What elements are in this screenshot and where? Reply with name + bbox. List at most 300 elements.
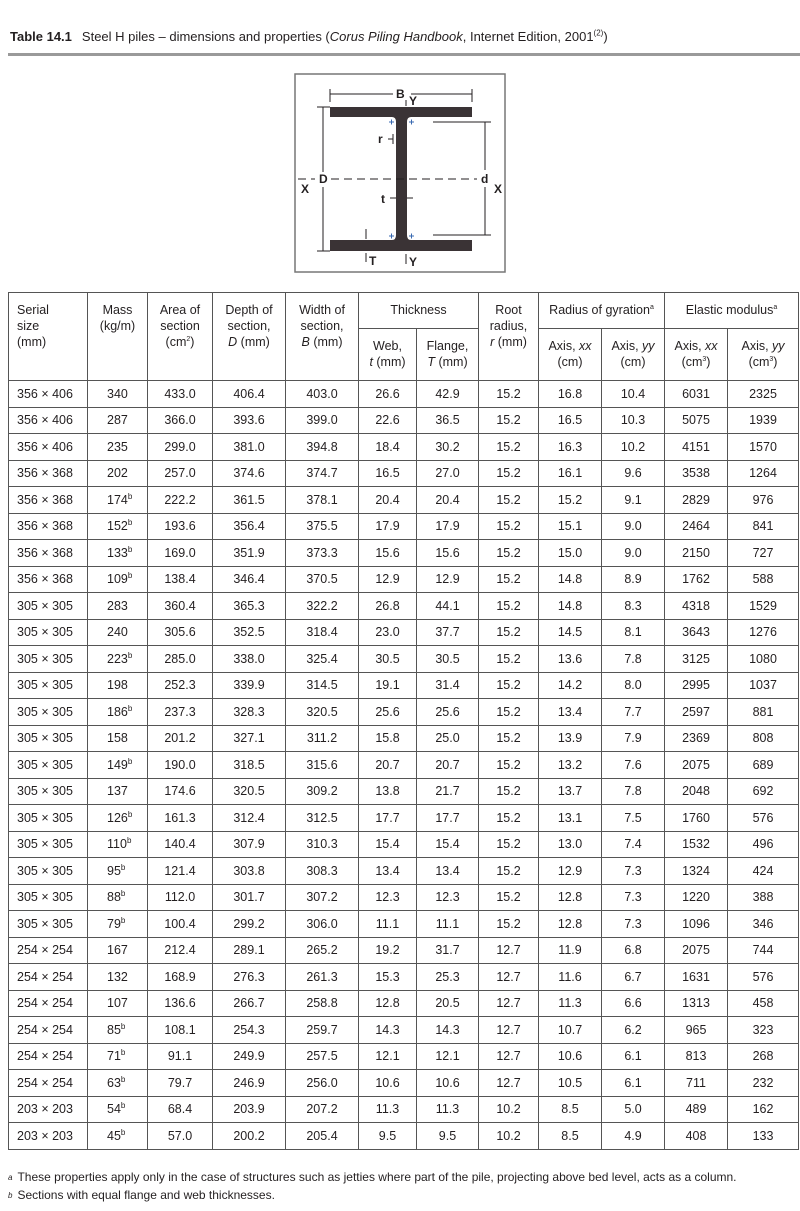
cell-modulus-xx: 1313 xyxy=(665,990,728,1017)
table-row xyxy=(9,778,799,805)
cell-root-radius: 15.2 xyxy=(479,407,539,434)
cell-root-radius: 15.2 xyxy=(479,487,539,514)
cell-gyration-yy: 9.0 xyxy=(602,513,665,540)
cell-root-radius: 15.2 xyxy=(479,805,539,832)
cell-area: 91.1 xyxy=(148,1043,213,1070)
cell-mass: 71$^b$ xyxy=(88,1043,148,1070)
header-width: Width of section, B (mm) xyxy=(286,293,359,381)
cell-modulus-xx: 813 xyxy=(665,1043,728,1070)
cell-web-thickness: 17.9 xyxy=(359,513,417,540)
cell-area: 252.3 xyxy=(148,672,213,699)
cell-root-radius: 10.2 xyxy=(479,1123,539,1150)
table-row xyxy=(9,381,799,408)
cell-width: 265.2 xyxy=(286,937,359,964)
steel-h-piles-table xyxy=(8,292,799,1150)
cell-modulus-yy: 388 xyxy=(728,884,799,911)
cell-modulus-yy: 689 xyxy=(728,752,799,779)
cell-area: 366.0 xyxy=(148,407,213,434)
footnote-ref: b xyxy=(127,703,133,713)
cell-web-thickness: 15.4 xyxy=(359,831,417,858)
cell-width: 320.5 xyxy=(286,699,359,726)
cell-gyration-xx: 11.9 xyxy=(539,937,602,964)
cell-mass: 110$^b$ xyxy=(88,831,148,858)
cell-gyration-xx: 14.5 xyxy=(539,619,602,646)
cell-modulus-xx: 3643 xyxy=(665,619,728,646)
cell-modulus-yy: 323 xyxy=(728,1017,799,1044)
label-Y-bottom: Y xyxy=(409,255,418,269)
cell-root-radius: 15.2 xyxy=(479,460,539,487)
cell-web-thickness: 14.3 xyxy=(359,1017,417,1044)
cell-root-radius: 12.7 xyxy=(479,1017,539,1044)
cell-gyration-yy: 7.4 xyxy=(602,831,665,858)
cell-serial-size: 305 × 305 xyxy=(9,884,88,911)
cell-modulus-xx: 2075 xyxy=(665,937,728,964)
cell-area: 136.6 xyxy=(148,990,213,1017)
cell-depth: 361.5 xyxy=(213,487,286,514)
cell-root-radius: 15.2 xyxy=(479,752,539,779)
cell-web-thickness: 12.9 xyxy=(359,566,417,593)
cell-root-radius: 12.7 xyxy=(479,937,539,964)
cell-flange-thickness: 15.6 xyxy=(417,540,479,567)
cell-gyration-xx: 12.9 xyxy=(539,858,602,885)
cell-depth: 299.2 xyxy=(213,911,286,938)
cell-area: 57.0 xyxy=(148,1123,213,1150)
cell-depth: 320.5 xyxy=(213,778,286,805)
cell-web-thickness: 11.1 xyxy=(359,911,417,938)
cell-area: 174.6 xyxy=(148,778,213,805)
cell-root-radius: 15.2 xyxy=(479,381,539,408)
label-r: r xyxy=(378,132,383,146)
cell-gyration-yy: 9.0 xyxy=(602,540,665,567)
cell-flange-thickness: 36.5 xyxy=(417,407,479,434)
cell-gyration-xx: 14.8 xyxy=(539,593,602,620)
cell-root-radius: 15.2 xyxy=(479,831,539,858)
cell-flange-thickness: 11.1 xyxy=(417,911,479,938)
cell-gyration-xx: 15.1 xyxy=(539,513,602,540)
cell-depth: 352.5 xyxy=(213,619,286,646)
table-row xyxy=(9,487,799,514)
cell-flange-thickness: 17.9 xyxy=(417,513,479,540)
cell-area: 237.3 xyxy=(148,699,213,726)
cell-flange-thickness: 13.4 xyxy=(417,858,479,885)
cell-depth: 381.0 xyxy=(213,434,286,461)
cell-mass: 137 xyxy=(88,778,148,805)
cell-gyration-xx: 13.7 xyxy=(539,778,602,805)
cell-width: 306.0 xyxy=(286,911,359,938)
cell-serial-size: 305 × 305 xyxy=(9,725,88,752)
cell-web-thickness: 26.6 xyxy=(359,381,417,408)
footnote-ref: b xyxy=(127,544,133,554)
cell-area: 138.4 xyxy=(148,566,213,593)
cell-gyration-yy: 6.2 xyxy=(602,1017,665,1044)
cell-depth: 328.3 xyxy=(213,699,286,726)
cell-web-thickness: 20.4 xyxy=(359,487,417,514)
cell-width: 318.4 xyxy=(286,619,359,646)
table-row xyxy=(9,619,799,646)
cell-width: 261.3 xyxy=(286,964,359,991)
cell-modulus-xx: 2150 xyxy=(665,540,728,567)
cell-root-radius: 15.2 xyxy=(479,619,539,646)
cell-mass: 85$^b$ xyxy=(88,1017,148,1044)
cell-modulus-xx: 1324 xyxy=(665,858,728,885)
footnote-a: $^a$ These properties apply only in the case of structures such as jetties where part of the pile, projecting above bed level, acts as a column. xyxy=(8,1170,737,1184)
footnote-ref: b xyxy=(126,836,132,846)
table-row xyxy=(9,1043,799,1070)
cell-width: 257.5 xyxy=(286,1043,359,1070)
footnote-ref: b xyxy=(120,1127,126,1137)
cell-serial-size: 305 × 305 xyxy=(9,778,88,805)
cell-flange-thickness: 30.2 xyxy=(417,434,479,461)
table-row xyxy=(9,1017,799,1044)
cell-web-thickness: 15.3 xyxy=(359,964,417,991)
label-d: d xyxy=(481,172,489,186)
footnote-ref: b xyxy=(127,491,133,501)
cell-flange-thickness: 10.6 xyxy=(417,1070,479,1097)
cell-depth: 327.1 xyxy=(213,725,286,752)
cell-area: 257.0 xyxy=(148,460,213,487)
label-Y-top: Y xyxy=(409,94,418,108)
cell-modulus-yy: 692 xyxy=(728,778,799,805)
cell-area: 112.0 xyxy=(148,884,213,911)
cell-modulus-yy: 744 xyxy=(728,937,799,964)
cell-gyration-yy: 4.9 xyxy=(602,1123,665,1150)
cell-gyration-yy: 6.8 xyxy=(602,937,665,964)
cell-serial-size: 305 × 305 xyxy=(9,699,88,726)
cell-web-thickness: 12.3 xyxy=(359,884,417,911)
cell-root-radius: 12.7 xyxy=(479,1070,539,1097)
cell-flange-thickness: 20.7 xyxy=(417,752,479,779)
cell-modulus-xx: 5075 xyxy=(665,407,728,434)
footnote-b: $^b$ Sections with equal flange and web thicknesses. xyxy=(8,1188,275,1202)
cell-width: 394.8 xyxy=(286,434,359,461)
cell-gyration-xx: 14.2 xyxy=(539,672,602,699)
cell-gyration-xx: 15.0 xyxy=(539,540,602,567)
cell-mass: 126$^b$ xyxy=(88,805,148,832)
cell-root-radius: 12.7 xyxy=(479,990,539,1017)
caption-reference: (2) xyxy=(593,28,604,38)
cell-serial-size: 305 × 305 xyxy=(9,858,88,885)
cell-flange-thickness: 37.7 xyxy=(417,619,479,646)
cell-depth: 246.9 xyxy=(213,1070,286,1097)
cell-gyration-yy: 9.6 xyxy=(602,460,665,487)
cell-area: 161.3 xyxy=(148,805,213,832)
cell-modulus-yy: 576 xyxy=(728,964,799,991)
cell-serial-size: 305 × 305 xyxy=(9,593,88,620)
cell-depth: 307.9 xyxy=(213,831,286,858)
table-row xyxy=(9,1070,799,1097)
cell-modulus-xx: 1631 xyxy=(665,964,728,991)
footnote-ref: b xyxy=(120,1048,126,1058)
cell-area: 168.9 xyxy=(148,964,213,991)
h-pile-section-diagram xyxy=(293,72,507,274)
cell-width: 322.2 xyxy=(286,593,359,620)
cell-gyration-yy: 10.3 xyxy=(602,407,665,434)
cell-flange-thickness: 9.5 xyxy=(417,1123,479,1150)
cell-web-thickness: 19.2 xyxy=(359,937,417,964)
label-X-right: X xyxy=(494,182,503,196)
header-serial-size: Serial size (mm) xyxy=(9,293,88,381)
header-mass: Mass (kg/m) xyxy=(88,293,148,381)
cell-root-radius: 15.2 xyxy=(479,513,539,540)
cell-depth: 203.9 xyxy=(213,1096,286,1123)
cell-modulus-yy: 1570 xyxy=(728,434,799,461)
cell-root-radius: 15.2 xyxy=(479,725,539,752)
cell-modulus-xx: 1220 xyxy=(665,884,728,911)
cell-mass: 340 xyxy=(88,381,148,408)
cell-modulus-yy: 458 xyxy=(728,990,799,1017)
footnote-ref: b xyxy=(120,862,126,872)
header-modulus-yy: Axis, yy $(cm^3)$ xyxy=(728,329,799,381)
cell-serial-size: 305 × 305 xyxy=(9,752,88,779)
table-row xyxy=(9,513,799,540)
cell-depth: 406.4 xyxy=(213,381,286,408)
footnote-ref: b xyxy=(127,518,133,528)
cell-width: 259.7 xyxy=(286,1017,359,1044)
cell-gyration-xx: 16.3 xyxy=(539,434,602,461)
cell-mass: 283 xyxy=(88,593,148,620)
cell-area: 79.7 xyxy=(148,1070,213,1097)
cell-web-thickness: 15.8 xyxy=(359,725,417,752)
cell-modulus-yy: 1080 xyxy=(728,646,799,673)
cell-area: 190.0 xyxy=(148,752,213,779)
label-D: D xyxy=(319,172,328,186)
cell-serial-size: 254 × 254 xyxy=(9,1017,88,1044)
cell-modulus-xx: 2597 xyxy=(665,699,728,726)
cell-modulus-xx: 2464 xyxy=(665,513,728,540)
table-row xyxy=(9,990,799,1017)
cell-width: 378.1 xyxy=(286,487,359,514)
cell-gyration-xx: 13.6 xyxy=(539,646,602,673)
header-root-radius: Root radius, r (mm) xyxy=(479,293,539,381)
cell-width: 308.3 xyxy=(286,858,359,885)
cell-mass: 45$^b$ xyxy=(88,1123,148,1150)
cell-depth: 303.8 xyxy=(213,858,286,885)
cell-gyration-xx: 12.8 xyxy=(539,884,602,911)
cell-web-thickness: 11.3 xyxy=(359,1096,417,1123)
cell-mass: 79$^b$ xyxy=(88,911,148,938)
footnote-ref: b xyxy=(120,889,126,899)
cell-area: 100.4 xyxy=(148,911,213,938)
table-body xyxy=(9,381,799,1150)
cell-width: 375.5 xyxy=(286,513,359,540)
cell-root-radius: 10.2 xyxy=(479,1096,539,1123)
cell-area: 222.2 xyxy=(148,487,213,514)
cell-gyration-yy: 7.8 xyxy=(602,778,665,805)
cell-depth: 339.9 xyxy=(213,672,286,699)
cell-width: 310.3 xyxy=(286,831,359,858)
cell-web-thickness: 22.6 xyxy=(359,407,417,434)
cell-serial-size: 254 × 254 xyxy=(9,1070,88,1097)
cell-serial-size: 203 × 203 xyxy=(9,1096,88,1123)
cell-web-thickness: 10.6 xyxy=(359,1070,417,1097)
cell-modulus-yy: 588 xyxy=(728,566,799,593)
cell-width: 258.8 xyxy=(286,990,359,1017)
cell-root-radius: 15.2 xyxy=(479,646,539,673)
cell-gyration-xx: 13.1 xyxy=(539,805,602,832)
cell-mass: 240 xyxy=(88,619,148,646)
cell-modulus-yy: 232 xyxy=(728,1070,799,1097)
cell-gyration-yy: 6.7 xyxy=(602,964,665,991)
cell-area: 193.6 xyxy=(148,513,213,540)
cell-depth: 254.3 xyxy=(213,1017,286,1044)
header-area: Area of section $(cm^2)$ xyxy=(148,293,213,381)
cell-modulus-xx: 1532 xyxy=(665,831,728,858)
cell-width: 205.4 xyxy=(286,1123,359,1150)
caption-close: ) xyxy=(603,29,608,44)
table-row xyxy=(9,1096,799,1123)
cell-depth: 365.3 xyxy=(213,593,286,620)
cell-modulus-yy: 346 xyxy=(728,911,799,938)
cell-area: 169.0 xyxy=(148,540,213,567)
cell-serial-size: 254 × 254 xyxy=(9,1043,88,1070)
cell-modulus-xx: 6031 xyxy=(665,381,728,408)
cell-modulus-xx: 4151 xyxy=(665,434,728,461)
cell-mass: 149$^b$ xyxy=(88,752,148,779)
cell-gyration-yy: 9.1 xyxy=(602,487,665,514)
cell-web-thickness: 25.6 xyxy=(359,699,417,726)
cell-flange-thickness: 44.1 xyxy=(417,593,479,620)
header-gyration-yy: Axis, yy (cm) xyxy=(602,329,665,381)
cell-gyration-yy: 6.6 xyxy=(602,990,665,1017)
cell-serial-size: 356 × 368 xyxy=(9,460,88,487)
cell-mass: 152$^b$ xyxy=(88,513,148,540)
table-row xyxy=(9,858,799,885)
cell-gyration-yy: 7.9 xyxy=(602,725,665,752)
table-row xyxy=(9,911,799,938)
cell-serial-size: 356 × 406 xyxy=(9,434,88,461)
cell-serial-size: 254 × 254 xyxy=(9,964,88,991)
cell-serial-size: 356 × 406 xyxy=(9,407,88,434)
header-radius-of-gyration: Radius of gyration$^a$ xyxy=(539,293,665,329)
cell-gyration-xx: 10.6 xyxy=(539,1043,602,1070)
cell-gyration-yy: 8.1 xyxy=(602,619,665,646)
cell-modulus-yy: 1529 xyxy=(728,593,799,620)
table-row xyxy=(9,1123,799,1150)
cell-width: 207.2 xyxy=(286,1096,359,1123)
cell-modulus-yy: 2325 xyxy=(728,381,799,408)
cell-width: 311.2 xyxy=(286,725,359,752)
cell-web-thickness: 30.5 xyxy=(359,646,417,673)
footnote-ref: b xyxy=(127,809,133,819)
cell-flange-thickness: 25.3 xyxy=(417,964,479,991)
table-row xyxy=(9,752,799,779)
cell-depth: 374.6 xyxy=(213,460,286,487)
cell-flange-thickness: 14.3 xyxy=(417,1017,479,1044)
cell-width: 325.4 xyxy=(286,646,359,673)
table-number: Table 14.1 xyxy=(10,29,72,44)
cell-area: 299.0 xyxy=(148,434,213,461)
cell-serial-size: 305 × 305 xyxy=(9,619,88,646)
cell-flange-thickness: 30.5 xyxy=(417,646,479,673)
cell-modulus-yy: 162 xyxy=(728,1096,799,1123)
table-row xyxy=(9,460,799,487)
cell-mass: 88$^b$ xyxy=(88,884,148,911)
cell-serial-size: 356 × 368 xyxy=(9,566,88,593)
cell-modulus-yy: 496 xyxy=(728,831,799,858)
cell-root-radius: 15.2 xyxy=(479,778,539,805)
table-row xyxy=(9,725,799,752)
cell-flange-thickness: 21.7 xyxy=(417,778,479,805)
cell-area: 212.4 xyxy=(148,937,213,964)
cell-modulus-yy: 576 xyxy=(728,805,799,832)
cell-gyration-yy: 7.5 xyxy=(602,805,665,832)
cell-root-radius: 15.2 xyxy=(479,911,539,938)
table-row xyxy=(9,805,799,832)
table-row xyxy=(9,593,799,620)
cell-modulus-xx: 1096 xyxy=(665,911,728,938)
cell-web-thickness: 23.0 xyxy=(359,619,417,646)
cell-gyration-xx: 15.2 xyxy=(539,487,602,514)
cell-flange-thickness: 25.6 xyxy=(417,699,479,726)
cell-web-thickness: 16.5 xyxy=(359,460,417,487)
cell-root-radius: 15.2 xyxy=(479,884,539,911)
footnote-ref: b xyxy=(120,1101,126,1111)
cell-modulus-yy: 1939 xyxy=(728,407,799,434)
cell-area: 433.0 xyxy=(148,381,213,408)
cell-gyration-yy: 8.0 xyxy=(602,672,665,699)
cell-modulus-xx: 3538 xyxy=(665,460,728,487)
cell-mass: 174$^b$ xyxy=(88,487,148,514)
cell-area: 68.4 xyxy=(148,1096,213,1123)
cell-modulus-xx: 1760 xyxy=(665,805,728,832)
cell-gyration-xx: 13.9 xyxy=(539,725,602,752)
header-flange: Flange, T (mm) xyxy=(417,329,479,381)
cell-mass: 133$^b$ xyxy=(88,540,148,567)
table-row xyxy=(9,672,799,699)
caption-rule xyxy=(8,53,800,56)
cell-gyration-xx: 13.4 xyxy=(539,699,602,726)
cell-area: 305.6 xyxy=(148,619,213,646)
cell-mass: 54$^b$ xyxy=(88,1096,148,1123)
cell-root-radius: 15.2 xyxy=(479,566,539,593)
cell-depth: 200.2 xyxy=(213,1123,286,1150)
cell-mass: 109$^b$ xyxy=(88,566,148,593)
cell-width: 315.6 xyxy=(286,752,359,779)
cell-area: 108.1 xyxy=(148,1017,213,1044)
cell-modulus-yy: 1276 xyxy=(728,619,799,646)
table-row xyxy=(9,937,799,964)
cell-width: 307.2 xyxy=(286,884,359,911)
cell-serial-size: 305 × 305 xyxy=(9,911,88,938)
cell-width: 370.5 xyxy=(286,566,359,593)
cell-gyration-xx: 11.6 xyxy=(539,964,602,991)
cell-root-radius: 12.7 xyxy=(479,964,539,991)
cell-mass: 107 xyxy=(88,990,148,1017)
cell-gyration-yy: 10.4 xyxy=(602,381,665,408)
cell-gyration-yy: 7.3 xyxy=(602,911,665,938)
cell-gyration-xx: 10.5 xyxy=(539,1070,602,1097)
table-row xyxy=(9,884,799,911)
cell-gyration-xx: 14.8 xyxy=(539,566,602,593)
cell-web-thickness: 13.8 xyxy=(359,778,417,805)
cell-gyration-xx: 16.5 xyxy=(539,407,602,434)
cell-root-radius: 15.2 xyxy=(479,434,539,461)
cell-gyration-xx: 8.5 xyxy=(539,1123,602,1150)
cell-area: 360.4 xyxy=(148,593,213,620)
cell-web-thickness: 17.7 xyxy=(359,805,417,832)
cell-depth: 393.6 xyxy=(213,407,286,434)
cell-modulus-xx: 408 xyxy=(665,1123,728,1150)
cell-web-thickness: 12.8 xyxy=(359,990,417,1017)
table-row xyxy=(9,407,799,434)
label-T: T xyxy=(369,254,377,268)
cell-modulus-yy: 976 xyxy=(728,487,799,514)
cell-serial-size: 356 × 368 xyxy=(9,487,88,514)
cell-gyration-yy: 6.1 xyxy=(602,1070,665,1097)
cell-flange-thickness: 12.9 xyxy=(417,566,479,593)
cell-modulus-yy: 1264 xyxy=(728,460,799,487)
cell-root-radius: 15.2 xyxy=(479,672,539,699)
